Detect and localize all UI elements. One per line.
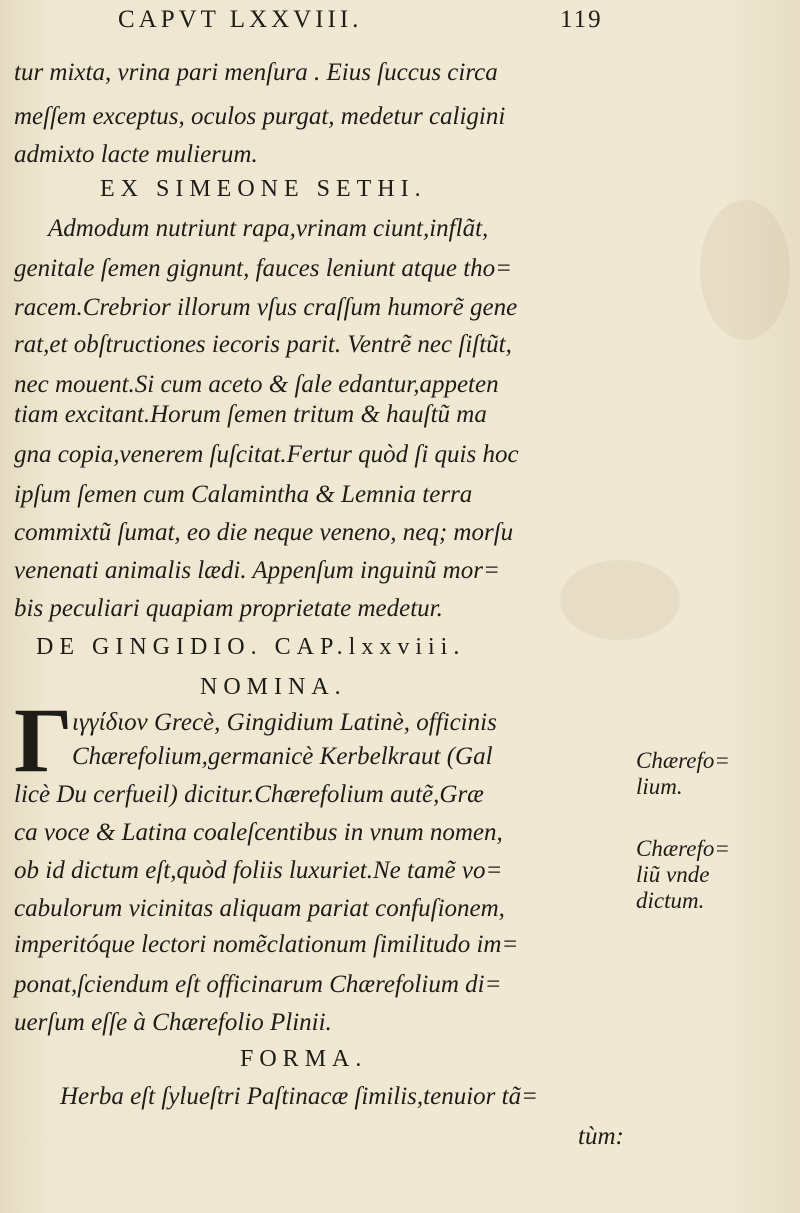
text-line: licè Du cerfueil) dicitur.Chærefolium autẽ,Græ xyxy=(14,781,484,808)
paper-stain xyxy=(700,200,790,340)
text-line: racem.Crebrior illorum vſus craſſum humorẽ gene xyxy=(14,294,518,321)
margin-note: Chærefo= liũ vnde dictum. xyxy=(636,836,730,913)
text-line: bis peculiari quapiam proprietate medetur. xyxy=(14,595,443,622)
text-line: imperitóque lectori nomẽclationum ſimilitudo im= xyxy=(14,931,519,958)
text-line: ipſum ſemen cum Calamintha & Lemnia terra xyxy=(14,481,473,508)
margin-note: Chærefo= lium. xyxy=(636,748,730,799)
paper-stain xyxy=(560,560,680,640)
text-line: ca voce & Latina coaleſcentibus in vnum nomen, xyxy=(14,819,503,846)
text-line: tur mixta, vrina pari menſura . Eius ſuccus circa xyxy=(14,59,498,86)
folio-number: 119 xyxy=(560,6,603,33)
section-heading: EX SIMEONE SETHI. xyxy=(100,176,427,202)
text-line: rat,et obſtructiones iecoris parit. Ventrẽ nec ſiſtũt, xyxy=(14,331,512,358)
text-line: ob id dictum eſt,quòd foliis luxuriet.Ne tamẽ vo= xyxy=(14,857,503,884)
text-line: nec mouent.Si cum aceto & ſale edantur,appeten xyxy=(14,371,499,398)
text-line: admixto lacte mulierum. xyxy=(14,141,258,168)
running-title: CAPVT LXXVIII. xyxy=(118,6,363,33)
text-line: tùm: xyxy=(578,1123,624,1150)
section-heading: NOMINA. xyxy=(200,674,347,700)
text-line: Admodum nutriunt rapa,vrinam ciunt,inflãt, xyxy=(48,215,489,242)
text-line: uerſum eſſe à Chærefolio Plinii. xyxy=(14,1009,332,1036)
text-line: tiam excitant.Horum ſemen tritum & hauſtũ ma xyxy=(14,401,487,428)
text-line: genitale ſemen gignunt, fauces leniunt atque tho= xyxy=(14,255,513,282)
text-line: Chærefolium,germanicè Kerbelkraut (Gal xyxy=(72,743,493,770)
text-line: commixtũ ſumat, eo die neque veneno, neq; morſu xyxy=(14,519,514,546)
section-heading: FORMA. xyxy=(240,1046,368,1072)
drop-capital: Γ xyxy=(14,689,73,791)
text-line: gna copia,venerem ſuſcitat.Fertur quòd ſi quis hoc xyxy=(14,441,519,468)
text-line: ponat,ſciendum eſt officinarum Chærefolium di= xyxy=(14,971,502,998)
text-line: cabulorum vicinitas aliquam pariat confuſionem, xyxy=(14,895,505,922)
text-line: venenati animalis lædi. Appenſum inguinũ mor= xyxy=(14,557,500,584)
text-line: ιγγίδιον Grecè, Gingidium Latinè, officinis xyxy=(72,709,497,736)
text-line: Herba eſt ſylueſtri Paſtinacæ ſimilis,tenuior tã= xyxy=(60,1083,538,1110)
text-line: meſſem exceptus, oculos purgat, medetur caligini xyxy=(14,103,506,130)
chapter-heading: DE GINGIDIO. CAP.lxxviii. xyxy=(36,634,466,660)
